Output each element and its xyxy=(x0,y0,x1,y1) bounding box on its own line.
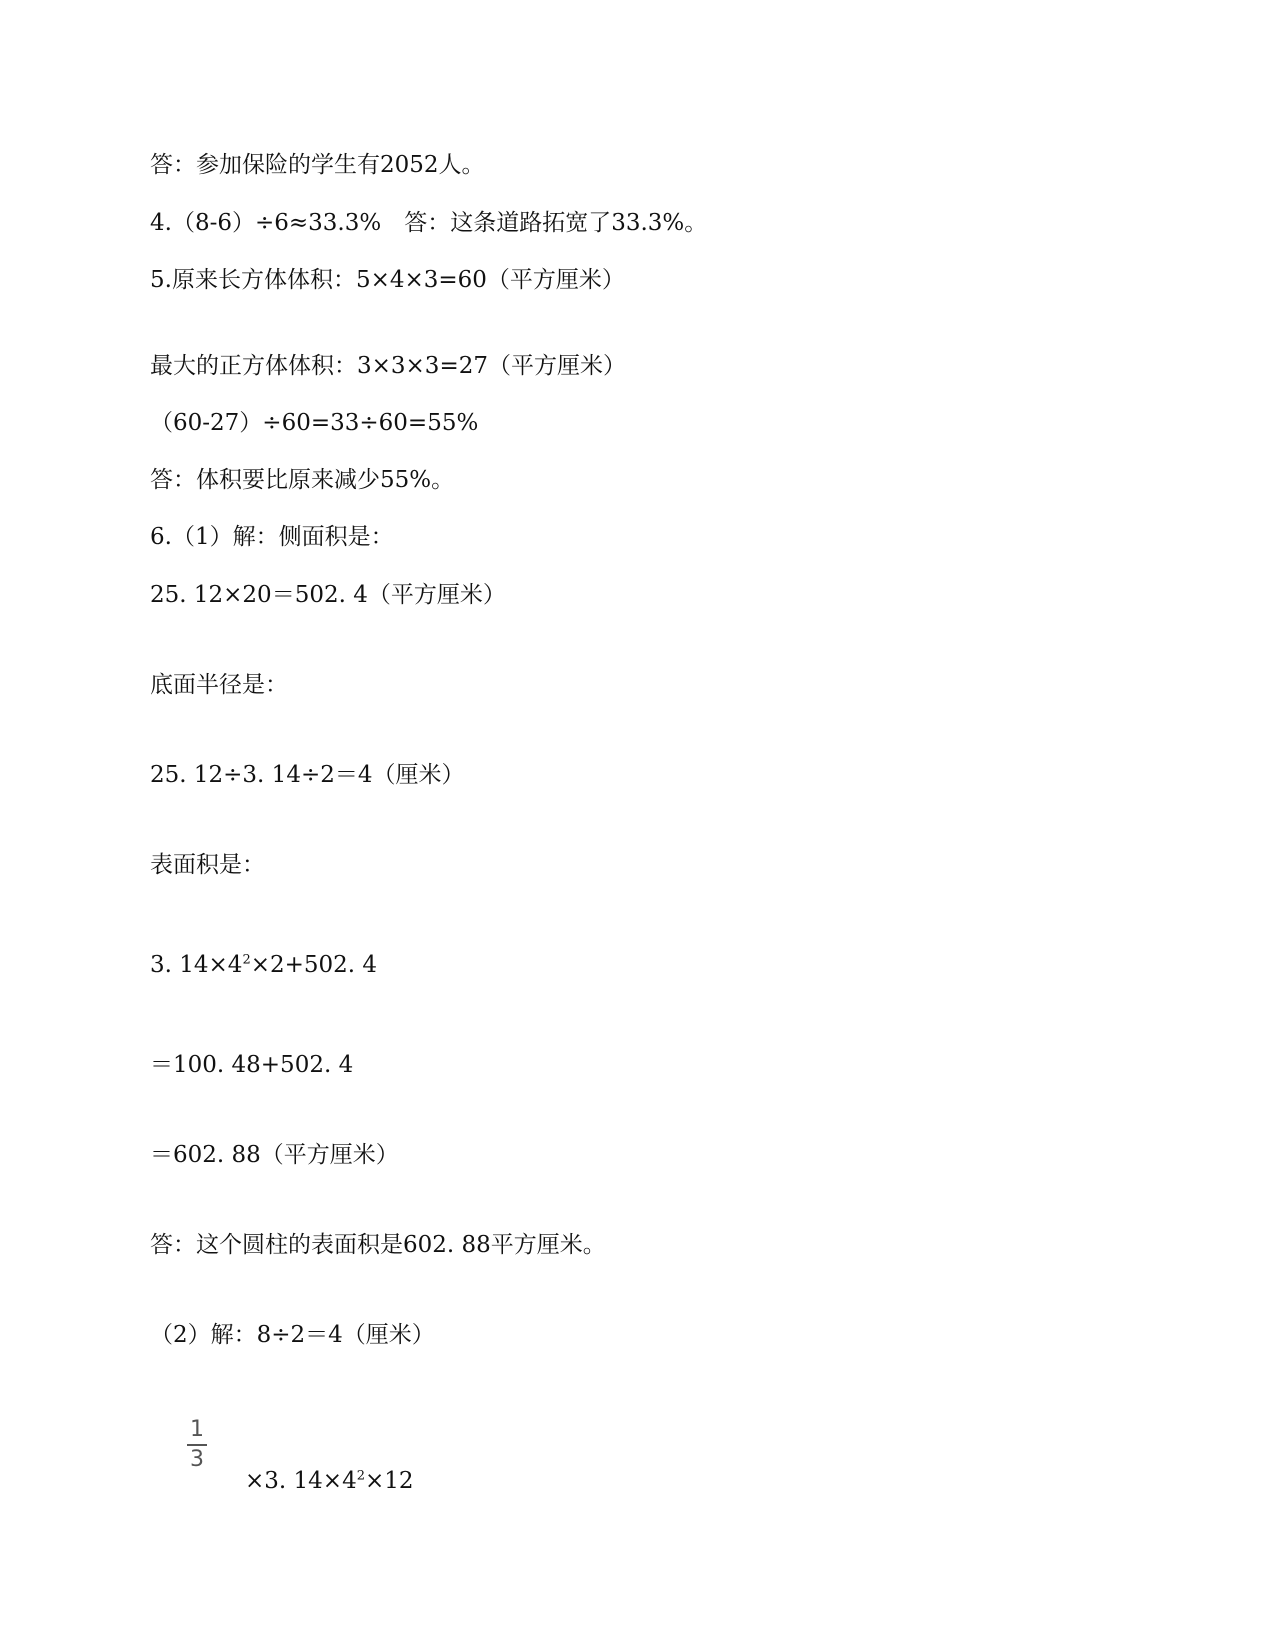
problem-6-1-heading: 6.（1）解：侧面积是： xyxy=(150,524,394,550)
surface-area-result: ＝602. 88（平方厘米） xyxy=(150,1142,399,1168)
volume-formula-before: ×3. 14×4 xyxy=(245,1468,357,1494)
surface-area-step: ＝100. 48+502. 4 xyxy=(150,1052,354,1078)
fraction-bar xyxy=(187,1444,207,1446)
surface-area-heading: 表面积是： xyxy=(150,852,265,878)
one-third-fraction xyxy=(187,1418,207,1472)
problem-6-2-heading: （2）解：8÷2＝4（厘米） xyxy=(150,1322,435,1348)
problem-5-cube-volume: 最大的正方体体积：3×3×3=27（平方厘米） xyxy=(150,353,626,379)
problem-6-1-answer: 答：这个圆柱的表面积是602. 88平方厘米。 xyxy=(150,1232,606,1258)
cone-volume-formula xyxy=(245,1466,414,1496)
fraction-denominator: 3 xyxy=(190,1447,204,1472)
base-radius-heading: 底面半径是： xyxy=(150,672,288,698)
base-radius-calculation: 25. 12÷3. 14÷2＝4（厘米） xyxy=(150,762,465,788)
volume-formula-after: ×12 xyxy=(364,1468,414,1494)
surface-formula-exponent: 2 xyxy=(242,952,251,968)
surface-formula-before: 3. 14×4 xyxy=(150,952,243,978)
problem-5-original-volume: 5.原来长方体体积：5×4×3=60（平方厘米） xyxy=(150,267,625,293)
problem-5-answer: 答：体积要比原来减少55%。 xyxy=(150,467,455,493)
problem-5-calculation: （60-27）÷60=33÷60=55% xyxy=(150,410,479,436)
problem-4-solution: 4.（8-6）÷6≈33.3% 答：这条道路拓宽了33.3%。 xyxy=(150,210,708,236)
volume-formula-exponent: 2 xyxy=(356,1468,365,1484)
surface-area-formula xyxy=(150,950,377,980)
lateral-area-calculation: 25. 12×20＝502. 4（平方厘米） xyxy=(150,582,506,608)
answer-insured-students: 答：参加保险的学生有2052人。 xyxy=(150,152,485,178)
fraction-numerator: 1 xyxy=(190,1417,204,1442)
surface-formula-after: ×2+502. 4 xyxy=(250,952,378,978)
